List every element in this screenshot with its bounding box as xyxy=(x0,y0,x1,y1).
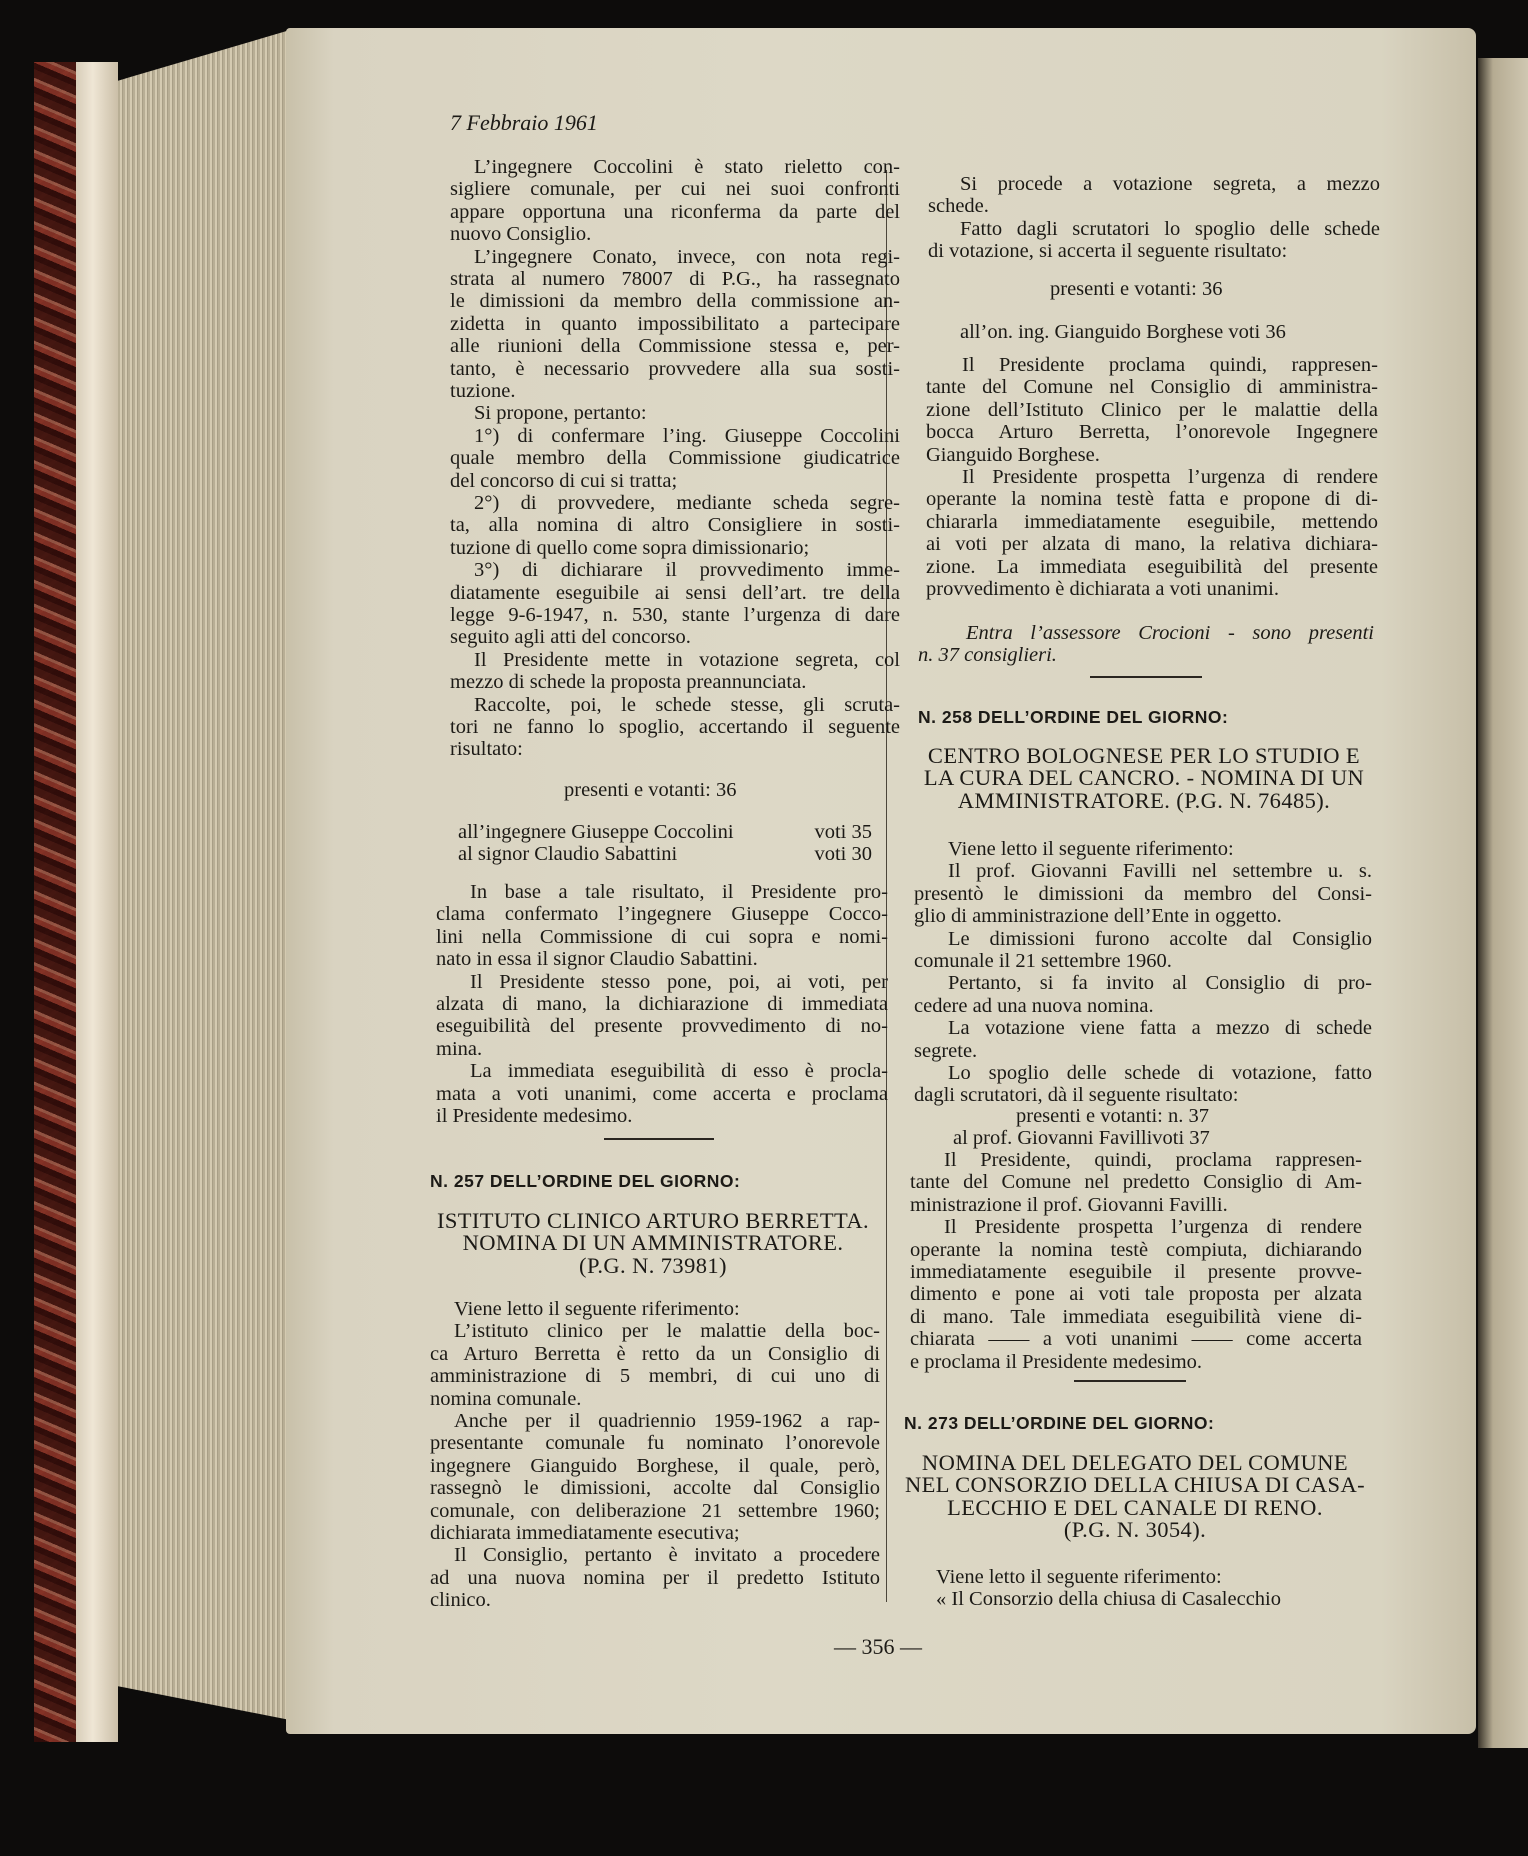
text-line: tanto, è necessario provvedere alla sua sosti- xyxy=(450,357,900,380)
text-line: Viene letto il seguente riferimento: xyxy=(454,1298,740,1320)
vote-row xyxy=(458,843,872,865)
page-edges xyxy=(118,30,290,1720)
text-line: chiarata —— a voti unanimi —— come accerta xyxy=(910,1328,1362,1351)
text-line: del concorso di cui si tratta; xyxy=(450,469,678,492)
text-line: segrete. xyxy=(914,1039,978,1062)
text-line: tori ne fanno lo spoglio, accertando il seguente xyxy=(450,716,900,738)
text-line: e proclama il Presidente medesimo. xyxy=(910,1350,1203,1373)
text-line: ta, alla nomina di altro Consigliere in sosti- xyxy=(450,514,900,537)
text-line: LECCHIO E DEL CANALE DI RENO. xyxy=(947,1494,1323,1520)
text-line: mina. xyxy=(436,1037,483,1060)
text-line: presentò le dimissioni da membro del Consi- xyxy=(914,882,1372,905)
text-line: rassegnò le dimissioni, accolte dal Consiglio xyxy=(430,1477,880,1500)
text-line: AMMINISTRATORE. (P.G. N. 76485). xyxy=(957,787,1331,813)
text-line: zione dell’Istituto Clinico per le malattie della xyxy=(926,398,1378,421)
text-line: tante del Comune nel predetto Consiglio di Am- xyxy=(910,1171,1362,1194)
text-line: ad una nuova nomina per il predetto Istituto xyxy=(430,1566,880,1589)
text-line: (P.G. N. 73981) xyxy=(579,1252,727,1278)
text-line: immediatamente eseguibile il presente provve- xyxy=(910,1261,1362,1283)
vote-row-258 xyxy=(953,1127,1210,1149)
text-line: L’istituto clinico per le malattie della boc- xyxy=(454,1320,880,1343)
section-rule xyxy=(1074,1380,1186,1382)
text-line: Il Consiglio, pertanto è invitato a procedere xyxy=(454,1544,880,1567)
text-line: cedere ad una nuova nomina. xyxy=(914,994,1154,1017)
text-line: bocca Arturo Berretta, l’onorevole Ingegnere xyxy=(926,421,1378,444)
text-line: NOMINA DI UN AMMINISTRATORE. xyxy=(462,1230,844,1256)
right-result-line: presenti e votanti: 36 xyxy=(1050,278,1223,300)
text-line: di votazione, si accerta il seguente risultato: xyxy=(928,240,1288,263)
text-line: Viene letto il seguente riferimento: xyxy=(948,838,1234,860)
text-line: 1°) di confermare l’ing. Giuseppe Coccolini xyxy=(474,424,900,447)
text-line: nuovo Consiglio. xyxy=(450,223,592,246)
text-line: di mano. Tale immediata eseguibilità viene di- xyxy=(910,1305,1362,1328)
text-line: Il Presidente stesso pone, poi, ai voti, per xyxy=(470,970,888,993)
text-line: 2°) di provvedere, mediante scheda segre- xyxy=(474,492,900,514)
text-line: Pertanto, si fa invito al Consiglio di pro- xyxy=(948,972,1372,995)
text-line: ISTITUTO CLINICO ARTURO BERRETTA. xyxy=(436,1208,870,1233)
text-line: Il prof. Giovanni Favilli nel settembre u. s. xyxy=(948,860,1372,883)
facing-page-edge xyxy=(1478,58,1528,1748)
text-line: n. 37 consiglieri. xyxy=(918,644,1057,667)
text-line: diatamente eseguibile ai sensi dell’art. tre della xyxy=(450,581,900,604)
text-line: 3°) di dichiarare il provvedimento imme- xyxy=(474,559,900,582)
text-line: zione. La immediata eseguibilità del presente xyxy=(926,555,1378,578)
text-line: nato in essa il signor Claudio Sabattini. xyxy=(436,948,758,971)
page-header-date: 7 Febbraio 1961 xyxy=(450,110,598,135)
text-line: NEL CONSORZIO DELLA CHIUSA DI CASA- xyxy=(904,1472,1366,1498)
text-line: operante la nomina testè fatta e propone di di- xyxy=(926,488,1378,511)
text-line: Anche per il quadriennio 1959-1962 a rap- xyxy=(454,1410,880,1432)
text-line: Entra l’assessore Crocioni - sono presenti xyxy=(966,622,1374,644)
vote-count: voti 37 xyxy=(1152,1127,1210,1149)
vote-count: voti 35 xyxy=(814,821,872,843)
text-line: dichiarata immediatamente esecutiva; xyxy=(430,1522,740,1544)
item-number-273: N. 273 DELL’ORDINE DEL GIORNO: xyxy=(904,1413,1215,1433)
text-line: Il Presidente proclama quindi, rappresen- xyxy=(962,354,1378,376)
text-line: mata a voti unanimi, come accerta e proclama xyxy=(436,1082,888,1105)
text-line: NOMINA DEL DELEGATO DEL COMUNE xyxy=(921,1450,1349,1475)
text-line: mezzo di schede la proposta preannunciata. xyxy=(450,671,807,694)
text-line: tuzione. xyxy=(450,380,516,402)
binding-strip xyxy=(76,62,118,1742)
text-line: Il Presidente prospetta l’urgenza di rendere xyxy=(962,466,1378,488)
text-line: strata al numero 78007 di P.G., ha rassegnato xyxy=(450,268,900,290)
text-line: provvedimento è dichiarata a voti unanimi. xyxy=(926,578,1279,600)
text-line: dimento e pone ai voti tale proposta per alzata xyxy=(910,1283,1362,1306)
text-line: tuzione di quello come sopra dimissionario; xyxy=(450,536,810,559)
right-vote-line: all’on. ing. Gianguido Borghese voti 36 xyxy=(960,321,1286,343)
text-line: Il Presidente mette in votazione segreta, col xyxy=(474,648,900,671)
text-line: « Il Consorzio della chiusa di Casalecchio xyxy=(936,1588,1281,1611)
section-rule xyxy=(1090,676,1202,678)
text-line: Il Presidente prospetta l’urgenza di rendere xyxy=(944,1216,1362,1239)
text-line: alzata di mano, la dichiarazione di immediata xyxy=(436,993,888,1015)
text-line: alle riunioni della Commissione stessa e, per- xyxy=(450,335,900,358)
text-line: tante del Comune nel Consiglio di amministra- xyxy=(926,376,1378,399)
text-line: comunale il 21 settembre 1960. xyxy=(914,950,1172,972)
text-line: clama confermato l’ingegnere Giuseppe Cocco- xyxy=(436,903,888,926)
vote-name: all’ingegnere Giuseppe Coccolini xyxy=(458,821,734,843)
text-line: Il Presidente, quindi, proclama rappresen- xyxy=(944,1149,1362,1171)
text-line: Lo spoglio delle schede di votazione, fatto xyxy=(948,1062,1372,1084)
text-line: Raccolte, poi, le schede stesse, gli scruta- xyxy=(474,693,900,716)
section-rule xyxy=(604,1138,714,1140)
text-line: (P.G. N. 3054). xyxy=(1063,1517,1207,1543)
text-line: comunale, con deliberazione 21 settembre 1960; xyxy=(430,1499,880,1522)
left-result-line: presenti e votanti: 36 xyxy=(564,779,737,801)
text-line: operante la nomina testè compiuta, dichiarando xyxy=(910,1238,1362,1261)
text-line: glio di amministrazione dell’Ente in oggetto. xyxy=(914,905,1282,928)
text-line: L’ingegnere Coccolini è stato rieletto con- xyxy=(474,156,900,178)
result-line-258: presenti e votanti: n. 37 xyxy=(1016,1105,1209,1127)
text-line: eseguibilità del presente provvedimento di no- xyxy=(436,1015,888,1038)
vote-name: al prof. Giovanni Favilli xyxy=(953,1127,1153,1149)
text-line: ministrazione il prof. Giovanni Favilli. xyxy=(910,1193,1228,1216)
text-line: clinico. xyxy=(430,1589,491,1612)
text-line: La votazione viene fatta a mezzo di schede xyxy=(948,1017,1372,1040)
text-line: nomina comunale. xyxy=(430,1387,582,1410)
text-line: ingegnere Gianguido Borghese, il quale, però, xyxy=(430,1454,880,1477)
vote-count: voti 30 xyxy=(814,843,872,865)
text-line: presentante comunale fu nominato l’onorevole xyxy=(430,1432,880,1455)
text-line: il Presidente medesimo. xyxy=(436,1105,633,1127)
text-line: legge 9-6-1947, n. 530, stante l’urgenza di dare xyxy=(450,604,900,626)
page-number: — 356 — xyxy=(834,1634,922,1659)
text-line: le dimissioni da membro della commissione an- xyxy=(450,290,900,313)
text-line: LA CURA DEL CANCRO. - NOMINA DI UN xyxy=(923,765,1365,791)
text-line: schede. xyxy=(928,195,989,218)
text-line: risultato: xyxy=(450,738,523,761)
item-number-258: N. 258 DELL’ORDINE DEL GIORNO: xyxy=(918,707,1229,727)
text-line: In base a tale risultato, il Presidente pro- xyxy=(470,881,888,903)
text-line: Le dimissioni furono accolte dal Consiglio xyxy=(948,927,1372,950)
text-line: La immediata eseguibilità di esso è procla- xyxy=(470,1060,888,1083)
text-line: lini nella Commissione di cui sopra e nomi- xyxy=(436,925,888,948)
text-line: Si propone, pertanto: xyxy=(474,402,647,425)
vote-name: al signor Claudio Sabattini xyxy=(458,843,678,865)
item-number-257: N. 257 DELL’ORDINE DEL GIORNO: xyxy=(430,1171,741,1191)
text-line: Fatto dagli scrutatori lo spoglio delle schede xyxy=(960,217,1380,240)
text-line: ai voti per alzata di mano, la relativa dichiara- xyxy=(926,533,1378,556)
text-line: quale membro della Commissione giudicatrice xyxy=(450,447,900,470)
text-line: ca Arturo Berretta è retto da un Consiglio di xyxy=(430,1342,880,1365)
text-line: chiararla immediatamente eseguibile, mettendo xyxy=(926,510,1378,533)
text-line: amministrazione di 5 membri, di cui uno di xyxy=(430,1365,880,1388)
text-line: Si procede a votazione segreta, a mezzo xyxy=(960,173,1380,195)
text-line: L’ingegnere Conato, invece, con nota regi- xyxy=(474,245,900,268)
text-line: dagli scrutatori, dà il seguente risultato: xyxy=(914,1084,1239,1107)
text-line: CENTRO BOLOGNESE PER LO STUDIO E xyxy=(927,743,1361,768)
text-line: zidetta in quanto impossibilitato a partecipare xyxy=(450,312,900,335)
text-line: appare opportuna una riconferma da parte del xyxy=(450,200,900,223)
text-line: Gianguido Borghese. xyxy=(926,443,1100,466)
vote-row xyxy=(458,821,872,843)
text-line: sigliere comunale, per cui nei suoi confronti xyxy=(450,178,900,201)
text-line: seguito agli atti del concorso. xyxy=(450,626,691,649)
text-line: Viene letto il seguente riferimento: xyxy=(936,1566,1222,1588)
